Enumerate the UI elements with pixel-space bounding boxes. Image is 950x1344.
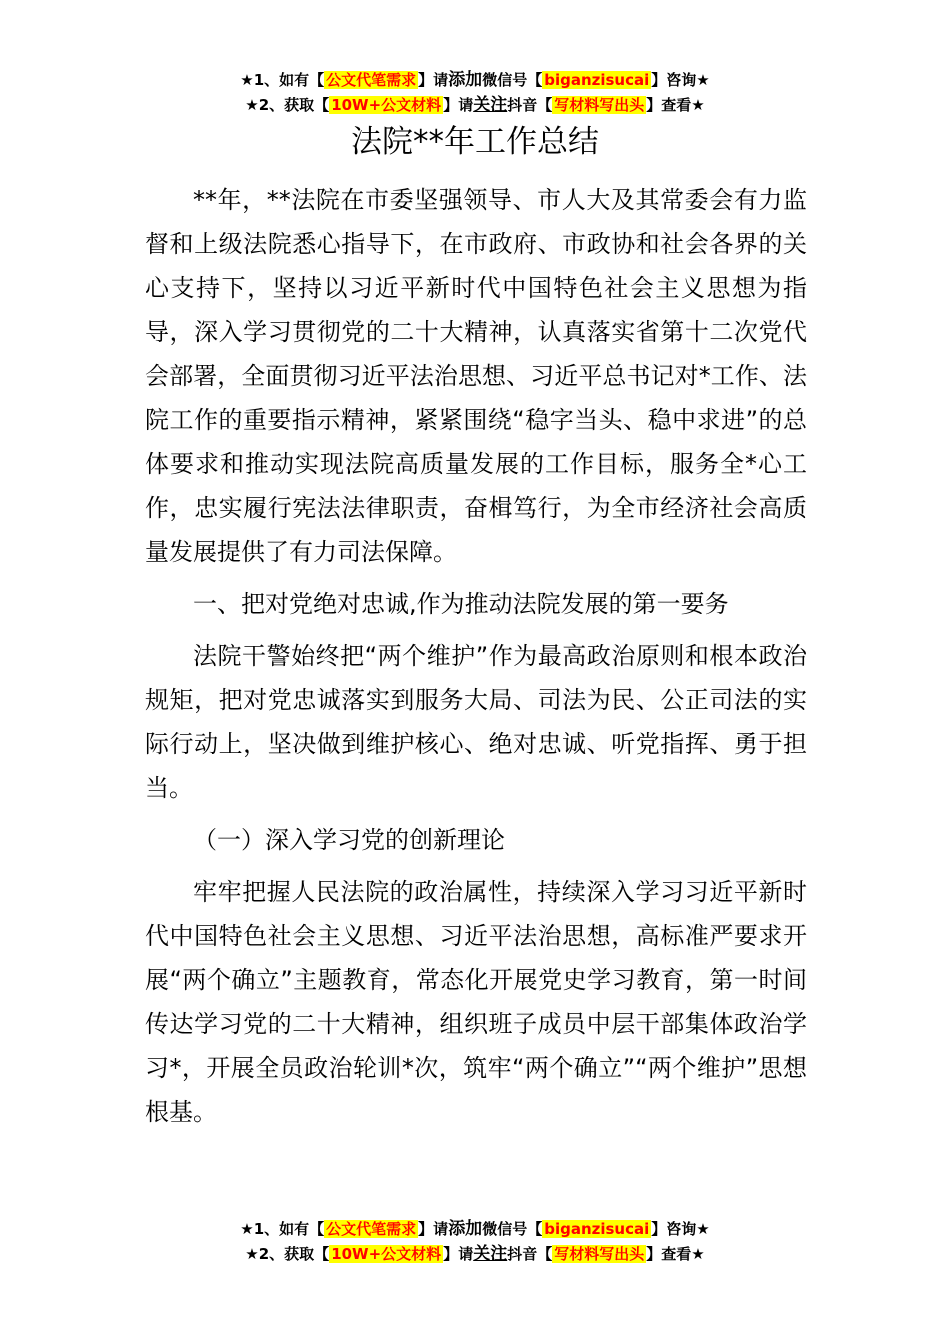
ad-highlight-douyin: 写材料写出头: [554, 1245, 645, 1263]
ad-highlight-douyin: 写材料写出头: [554, 96, 645, 114]
subsection-heading-1: （一）深入学习党的创新理论: [193, 826, 505, 854]
ad-text: 】请: [443, 96, 474, 114]
header-ad-line-1: [0, 70, 950, 90]
document-title: 法院**年工作总结: [351, 124, 599, 160]
ad-text: 】请: [418, 71, 449, 89]
document-body: [145, 178, 807, 1142]
ad-text: 】查看★: [646, 96, 705, 114]
ad-text: 】请: [418, 1220, 449, 1238]
ad-text: 抖音【: [507, 1245, 553, 1263]
ad-highlight-ghostwriting: 公文代笔需求: [326, 71, 417, 89]
ad-text: 抖音【: [507, 96, 553, 114]
ad-text: ★2、获取【: [245, 96, 330, 114]
ad-highlight-wechat-id: biganzisucai: [544, 71, 650, 89]
footer-ad-line-2: [0, 1244, 950, 1264]
ad-text: 】咨询★: [651, 1220, 710, 1238]
intro-paragraph: **年，**法院在市委坚强领导、市人大及其常委会有力监督和上级法院悉心指导下，在市政府、市政协和社会各界的关心支持下，坚持以习近平新时代中国特色社会主义思想为指导，深入学习贯彻党的二十大精神，认真落实省第十二次党代会部署，全面贯彻习近平法治思想、习近平总书记对*工作、法院工作的重要指示精神，紧紧围绕“稳字当头、稳中求进”的总体要求和推动实现法院高质量发展的工作目标，服务全*心工作，忠实履行宪法法律职责，奋楫笃行，为全市经济社会高质量发展提供了有力司法保障。: [145, 186, 807, 566]
footer-ad-line-1: [0, 1219, 950, 1239]
ad-text: 】查看★: [646, 1245, 705, 1263]
ad-text: ★1、如有【: [240, 71, 325, 89]
header-ad-line-2: [0, 95, 950, 115]
ad-highlight-ghostwriting: 公文代笔需求: [326, 1220, 417, 1238]
ad-highlight-materials: 10W+公文材料: [331, 96, 442, 114]
section-heading-1: 一、把对党绝对忠诚,作为推动法院发展的第一要务: [193, 590, 729, 618]
ad-text: 】请: [443, 1245, 474, 1263]
ad-text: 微信号【: [482, 1220, 543, 1238]
ad-text-emphasis: 添加: [448, 70, 483, 90]
ad-text: ★2、获取【: [245, 1245, 330, 1263]
ad-text-emphasis: 添加: [448, 1219, 483, 1239]
ad-text-emphasis: 关注: [473, 1244, 508, 1264]
ad-text: 】咨询★: [651, 71, 710, 89]
ad-text: ★1、如有【: [240, 1220, 325, 1238]
ad-text: 微信号【: [482, 71, 543, 89]
subsection-paragraph: 牢牢把握人民法院的政治属性，持续深入学习习近平新时代中国特色社会主义思想、习近平法治思想，高标准严要求开展“两个确立”主题教育，常态化开展党史学习教育，第一时间传达学习党的二十大精神，组织班子成员中层干部集体政治学习*，开展全员政治轮训*次，筑牢“两个确立”“两个维护”思想根基。: [145, 878, 807, 1126]
ad-highlight-materials: 10W+公文材料: [331, 1245, 442, 1263]
ad-highlight-wechat-id: biganzisucai: [544, 1220, 650, 1238]
ad-text-emphasis: 关注: [473, 95, 508, 115]
section-paragraph: 法院干警始终把“两个维护”作为最高政治原则和根本政治规矩，把对党忠诚落实到服务大局、司法为民、公正司法的实际行动上，坚决做到维护核心、绝对忠诚、听党指挥、勇于担当。: [145, 642, 807, 802]
